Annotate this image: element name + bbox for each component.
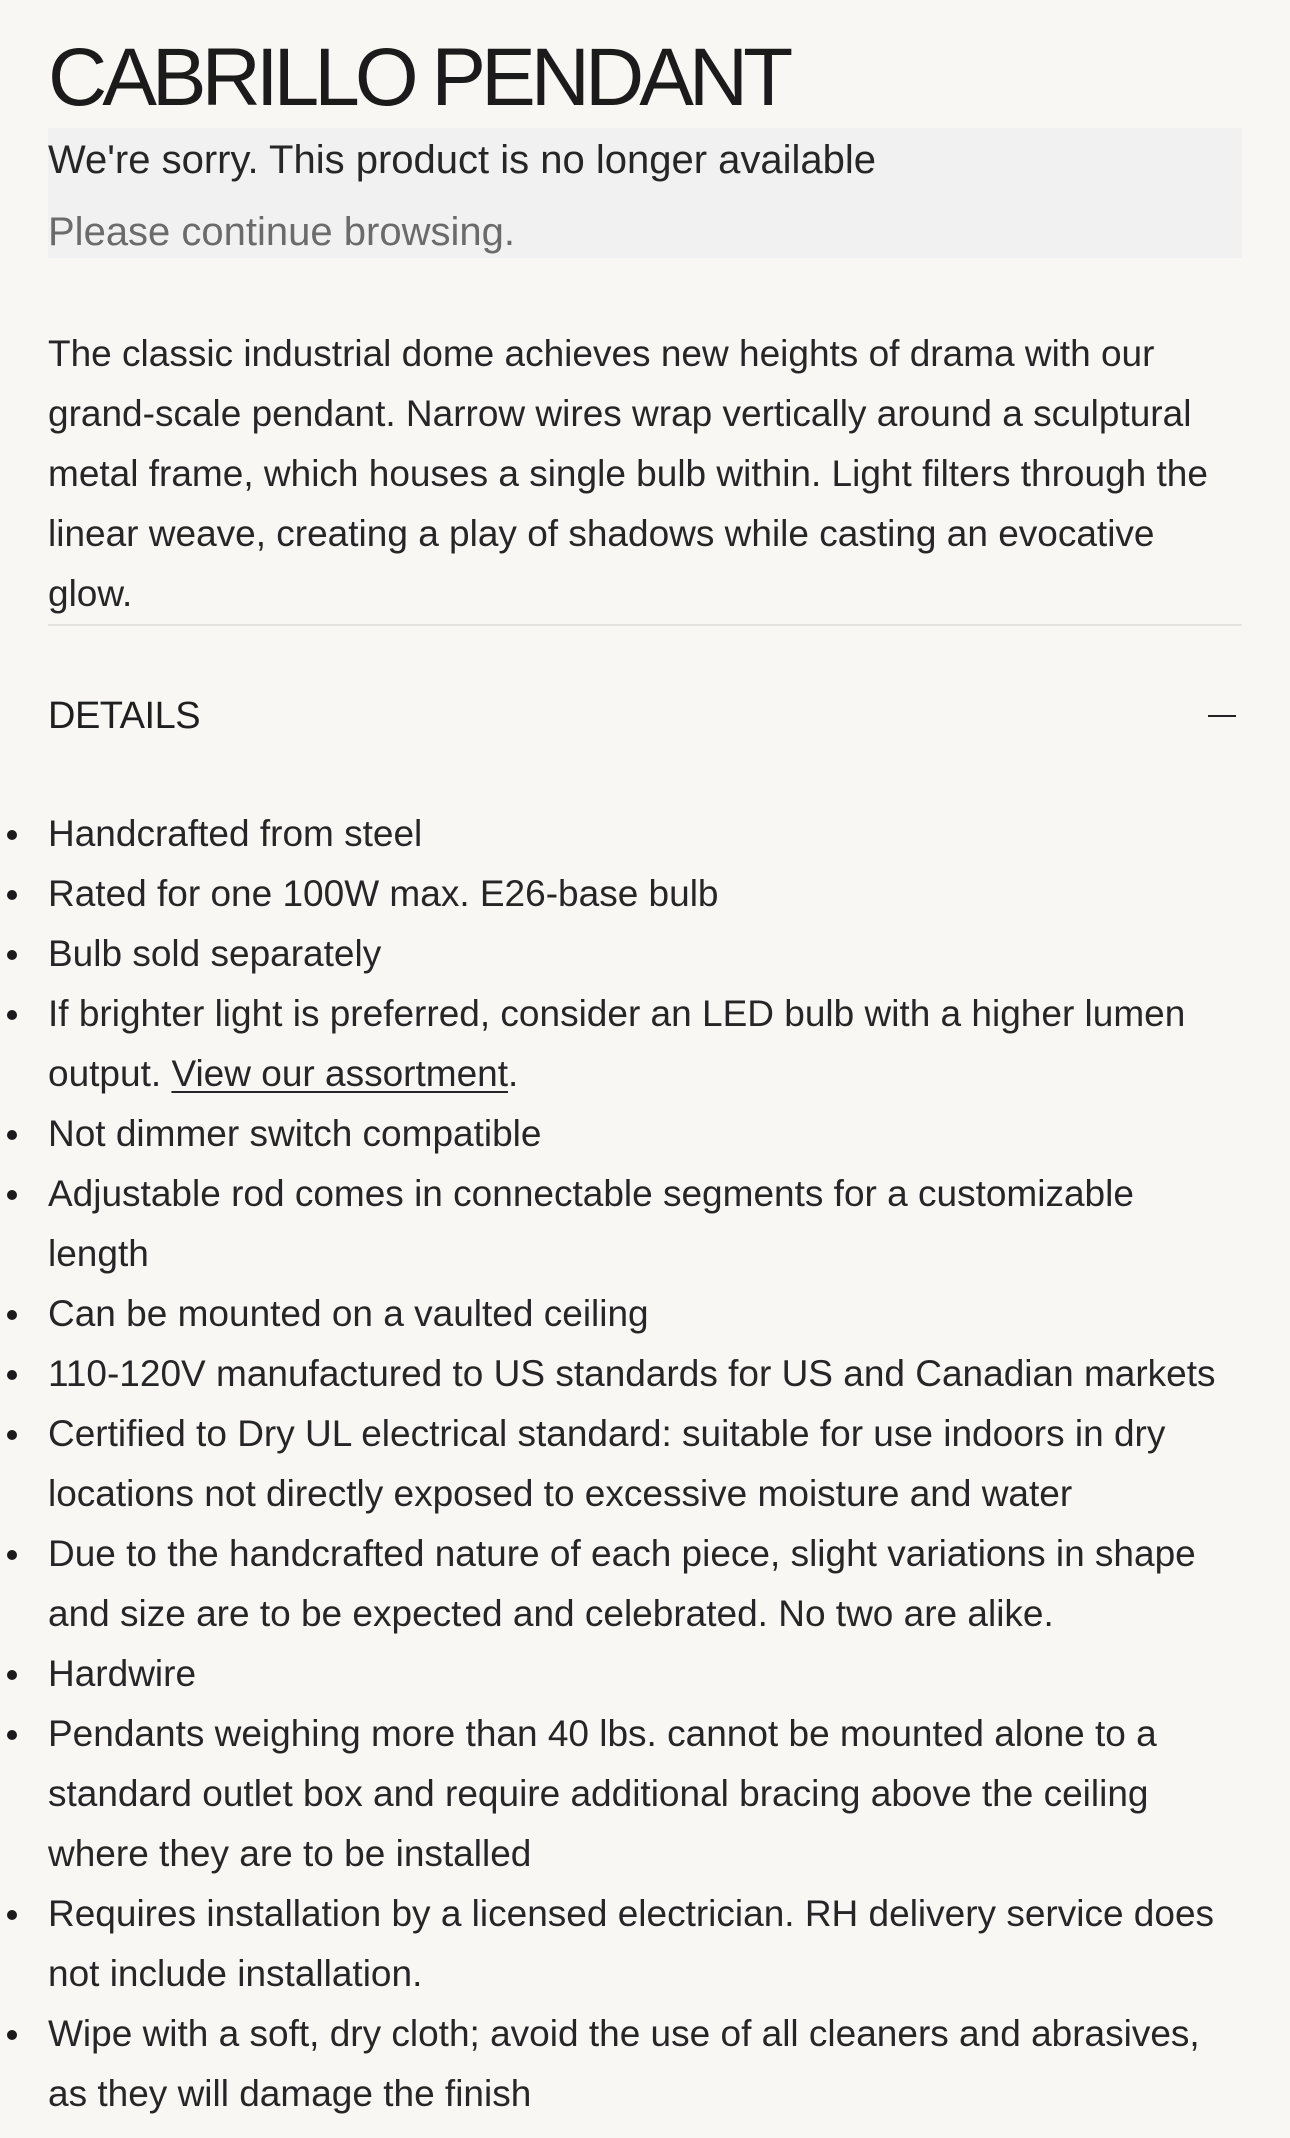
list-item bbox=[48, 1164, 1242, 1284]
detail-text: Rated for one 100W max. E26-base bulb bbox=[48, 873, 719, 914]
detail-text: If brighter light is preferred, consider an LED bulb with a higher lumen output. bbox=[48, 993, 1186, 1094]
view-assortment-link[interactable]: View our assortment bbox=[171, 1053, 509, 1094]
detail-text: Pendants weighing more than 40 lbs. cannot be mounted alone to a standard outlet box and require additional bracing above the ceiling where they are to be installed bbox=[48, 1713, 1157, 1874]
list-item bbox=[48, 1344, 1242, 1404]
list-item bbox=[48, 1404, 1242, 1524]
detail-text: 110-120V manufactured to US standards for US and Canadian markets bbox=[48, 1353, 1216, 1394]
continue-browsing-message: Please continue browsing. bbox=[48, 210, 515, 254]
list-item bbox=[48, 864, 1242, 924]
detail-text: Handcrafted from steel bbox=[48, 813, 423, 854]
list-item bbox=[48, 1284, 1242, 1344]
list-item bbox=[48, 1644, 1242, 1704]
list-item bbox=[48, 2004, 1242, 2124]
unavailable-notice bbox=[48, 128, 1242, 258]
detail-text: Bulb sold separately bbox=[48, 933, 382, 974]
detail-text: Can be mounted on a vaulted ceiling bbox=[48, 1293, 649, 1334]
detail-text: Not dimmer switch compatible bbox=[48, 1113, 542, 1154]
list-item bbox=[48, 1884, 1242, 2004]
list-item bbox=[48, 1104, 1242, 1164]
detail-text: Hardwire bbox=[48, 1653, 197, 1694]
details-label: DETAILS bbox=[48, 695, 201, 737]
details-list bbox=[48, 804, 1242, 2124]
list-item bbox=[48, 984, 1242, 1104]
list-item bbox=[48, 1704, 1242, 1884]
detail-text: Certified to Dry UL electrical standard: suitable for use indoors in dry locations not directly exposed to excessive moisture and water bbox=[48, 1413, 1166, 1514]
section-divider bbox=[48, 624, 1242, 626]
minus-icon[interactable] bbox=[1208, 715, 1236, 717]
detail-text-end: . bbox=[508, 1053, 519, 1094]
list-item bbox=[48, 804, 1242, 864]
detail-text: Wipe with a soft, dry cloth; avoid the use of all cleaners and abrasives, as they will damage the finish bbox=[48, 2013, 1200, 2114]
list-item bbox=[48, 1524, 1242, 1644]
list-item bbox=[48, 924, 1242, 984]
details-accordion-header[interactable] bbox=[48, 684, 1242, 748]
product-title: CABRILLO PENDANT bbox=[48, 32, 789, 123]
product-description: The classic industrial dome achieves new heights of drama with our grand-scale pendant. Narrow wires wrap vertically around a sculptural metal frame, which houses a single bulb within. Light filters through the linear weave, creating a play of shadows while casting an evocative glow. bbox=[48, 333, 1208, 614]
unavailable-message: We're sorry. This product is no longer available bbox=[48, 138, 877, 182]
detail-text: Requires installation by a licensed electrician. RH delivery service does not include installation. bbox=[48, 1893, 1215, 1994]
detail-text: Due to the handcrafted nature of each piece, slight variations in shape and size are to be expected and celebrated. No two are alike. bbox=[48, 1533, 1196, 1634]
detail-text: Adjustable rod comes in connectable segments for a customizable length bbox=[48, 1173, 1134, 1274]
